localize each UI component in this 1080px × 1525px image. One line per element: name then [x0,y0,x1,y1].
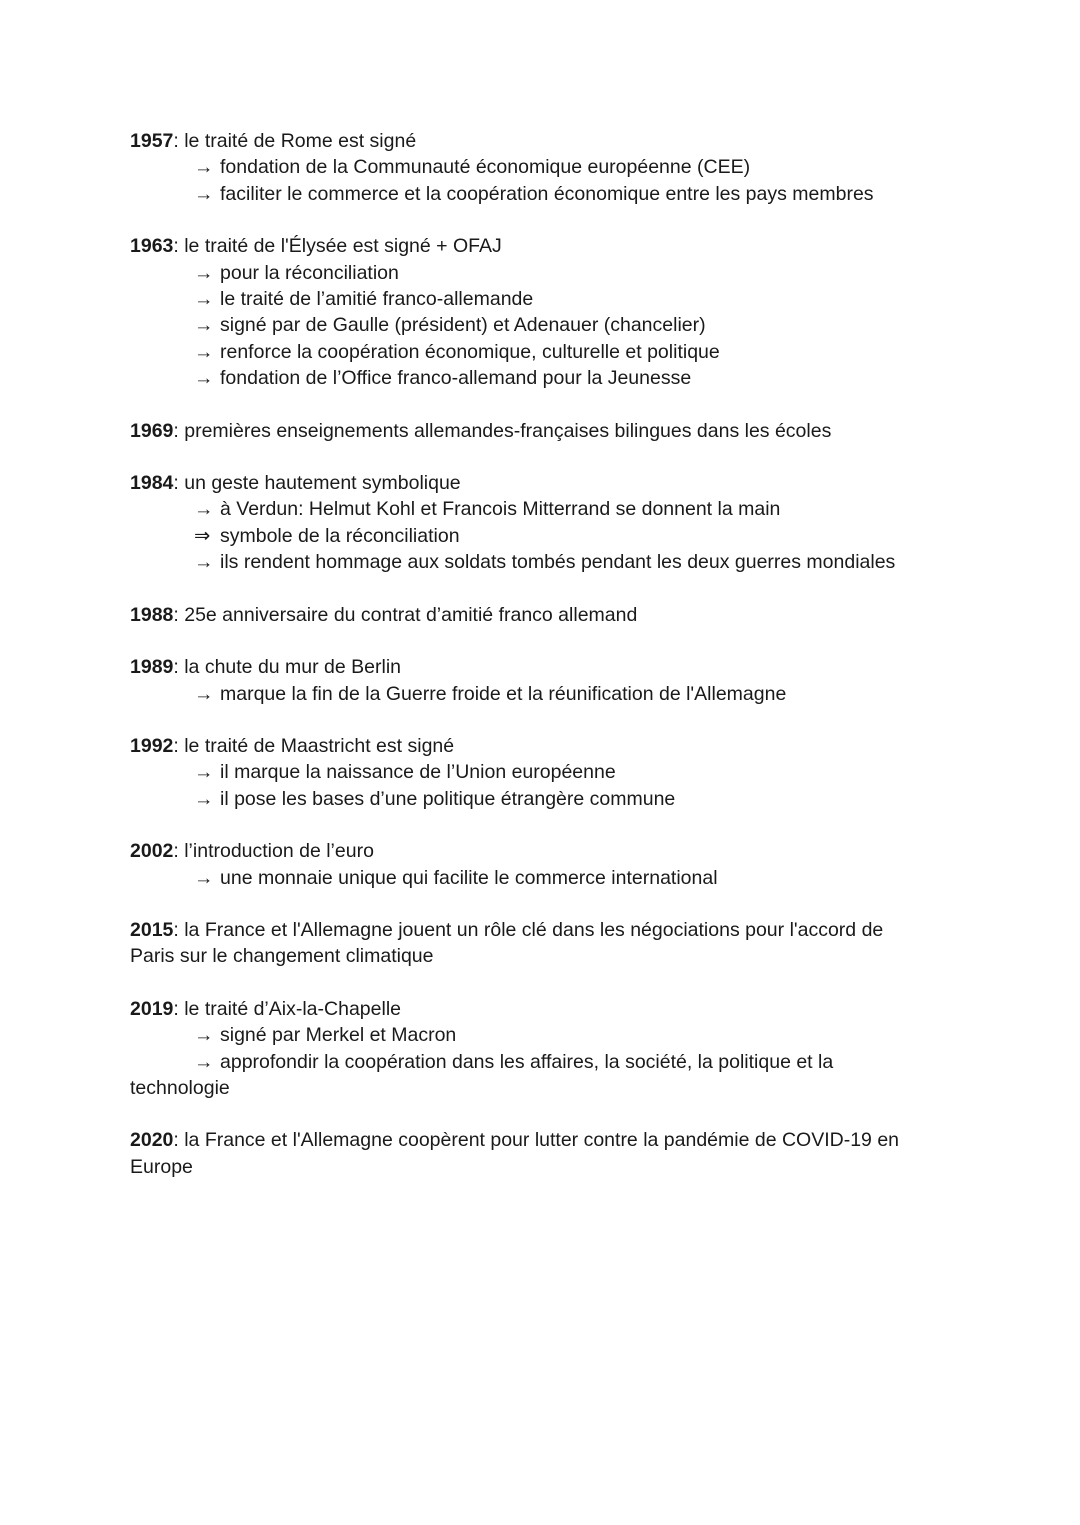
entry-bullet [130,312,950,338]
entry-heading [130,996,950,1022]
timeline-entry-2015 [130,917,950,970]
bullet-text: il marque la naissance de l’Union européenne [220,761,616,784]
entry-year: 2015 [130,918,174,941]
bullet-text: pour la réconciliation [220,261,399,284]
entry-bullet [130,549,950,575]
timeline-entry-1957 [130,128,950,207]
arrow-right-icon: → [194,1050,214,1073]
entry-title: : la France et l'Allemagne coopèrent pour lutter contre la pandémie de COVID-19 en [173,1129,900,1152]
bullet-text: signé par de Gaulle (président) et Adenauer (chancelier) [220,314,706,337]
timeline-entry-1969 [130,418,950,444]
entry-bullet [130,1049,950,1075]
entry-heading [130,917,950,943]
entry-title: : le traité de l'Élysée est signé + OFAJ [173,235,502,258]
arrow-right-icon: → [194,367,214,390]
timeline-entry-2020 [130,1127,950,1180]
entry-year: 1957 [130,130,174,152]
timeline-entry-2002 [130,838,950,891]
entry-bullet [130,181,950,207]
timeline-entry-1963 [130,233,950,391]
entry-bullet [130,786,950,812]
bullet-text: fondation de la Communauté économique européenne (CEE) [220,156,751,179]
arrow-right-icon: → [194,866,214,889]
bullet-text: ils rendent hommage aux soldats tombés pendant les deux guerres mondiales [220,551,896,574]
entry-year: 1989 [130,656,174,679]
entry-title: : l’introduction de l’euro [173,840,374,863]
entry-title: : la chute du mur de Berlin [173,656,402,679]
entry-title: : 25e anniversaire du contrat d’amitié franco allemand [173,603,638,626]
entry-heading [130,470,950,496]
entry-bullet [130,1022,950,1048]
arrow-right-icon: → [194,156,214,179]
bullet-text: il pose les bases d’une politique étrangère commune [220,787,676,810]
entry-bullet [130,496,950,522]
timeline-document [130,128,950,1180]
entry-title: : le traité de Maastricht est signé [173,734,455,757]
bullet-text: une monnaie unique qui facilite le commerce international [220,866,718,889]
entry-year: 1969 [130,419,174,442]
arrow-right-icon: → [194,787,214,810]
entry-heading [130,602,950,628]
entry-continuation: Europe [130,1155,193,1178]
arrow-right-icon: → [194,182,214,205]
entry-heading [130,838,950,864]
entry-year: 2002 [130,840,174,863]
arrow-right-icon: → [194,340,214,363]
entry-continuation: technologie [130,1076,230,1099]
bullet-text: symbole de la réconciliation [220,524,460,547]
entry-title: : la France et l'Allemagne jouent un rôle clé dans les négociations pour l'accord de [173,918,884,941]
bullet-text: approfondir la coopération dans les affaires, la société, la politique et la [220,1050,834,1073]
entry-bullet [130,260,950,286]
entry-heading [130,733,950,759]
entry-year: 2019 [130,997,174,1020]
arrow-right-icon: → [194,682,214,705]
bullet-text: marque la fin de la Guerre froide et la réunification de l'Allemagne [220,682,787,705]
entry-heading [130,654,950,680]
arrow-right-icon: → [194,314,214,337]
timeline-entry-1989 [130,654,950,707]
bullet-text: renforce la coopération économique, culturelle et politique [220,340,720,363]
entry-title: : un geste hautement symbolique [173,472,461,495]
entry-year: 1963 [130,235,174,258]
bullet-text: faciliter le commerce et la coopération économique entre les pays membres [220,182,874,205]
arrow-right-icon: → [194,1024,214,1047]
entry-title: : premières enseignements allemandes-françaises bilingues dans les écoles [173,419,832,442]
entry-bullet [130,365,950,391]
entry-bullet [130,339,950,365]
arrow-right-icon: → [194,261,214,284]
timeline-entry-1988 [130,602,950,628]
entry-year: 1992 [130,734,174,757]
entry-heading [130,128,950,154]
entry-heading [130,418,950,444]
entry-heading [130,233,950,259]
entry-heading [130,1127,950,1153]
entry-year: 2020 [130,1129,174,1152]
arrow-right-icon: → [194,761,214,784]
bullet-text: à Verdun: Helmut Kohl et Francois Mitterrand se donnent la main [220,498,781,521]
arrow-right-icon: → [194,498,214,521]
bullet-text: signé par Merkel et Macron [220,1024,457,1047]
entry-year: 1984 [130,472,174,495]
entry-bullet [130,759,950,785]
arrow-right-icon: → [194,551,214,574]
timeline-entry-2019 [130,996,950,1102]
bullet-text: fondation de l’Office franco-allemand pour la Jeunesse [220,367,692,390]
timeline-entry-1984 [130,470,950,576]
entry-bullet [130,681,950,707]
timeline-entry-1992 [130,733,950,812]
entry-bullet [130,523,950,549]
entry-bullet [130,286,950,312]
entry-year: 1988 [130,603,174,626]
double-arrow-right-icon: ⇒ [194,524,211,547]
entry-bullet [130,154,950,180]
entry-continuation: Paris sur le changement climatique [130,945,434,968]
entry-title: : le traité d’Aix-la-Chapelle [173,997,401,1020]
arrow-right-icon: → [194,288,214,311]
bullet-text: le traité de l’amitié franco-allemande [220,288,534,311]
entry-bullet [130,865,950,891]
entry-title: : le traité de Rome est signé [173,130,417,152]
